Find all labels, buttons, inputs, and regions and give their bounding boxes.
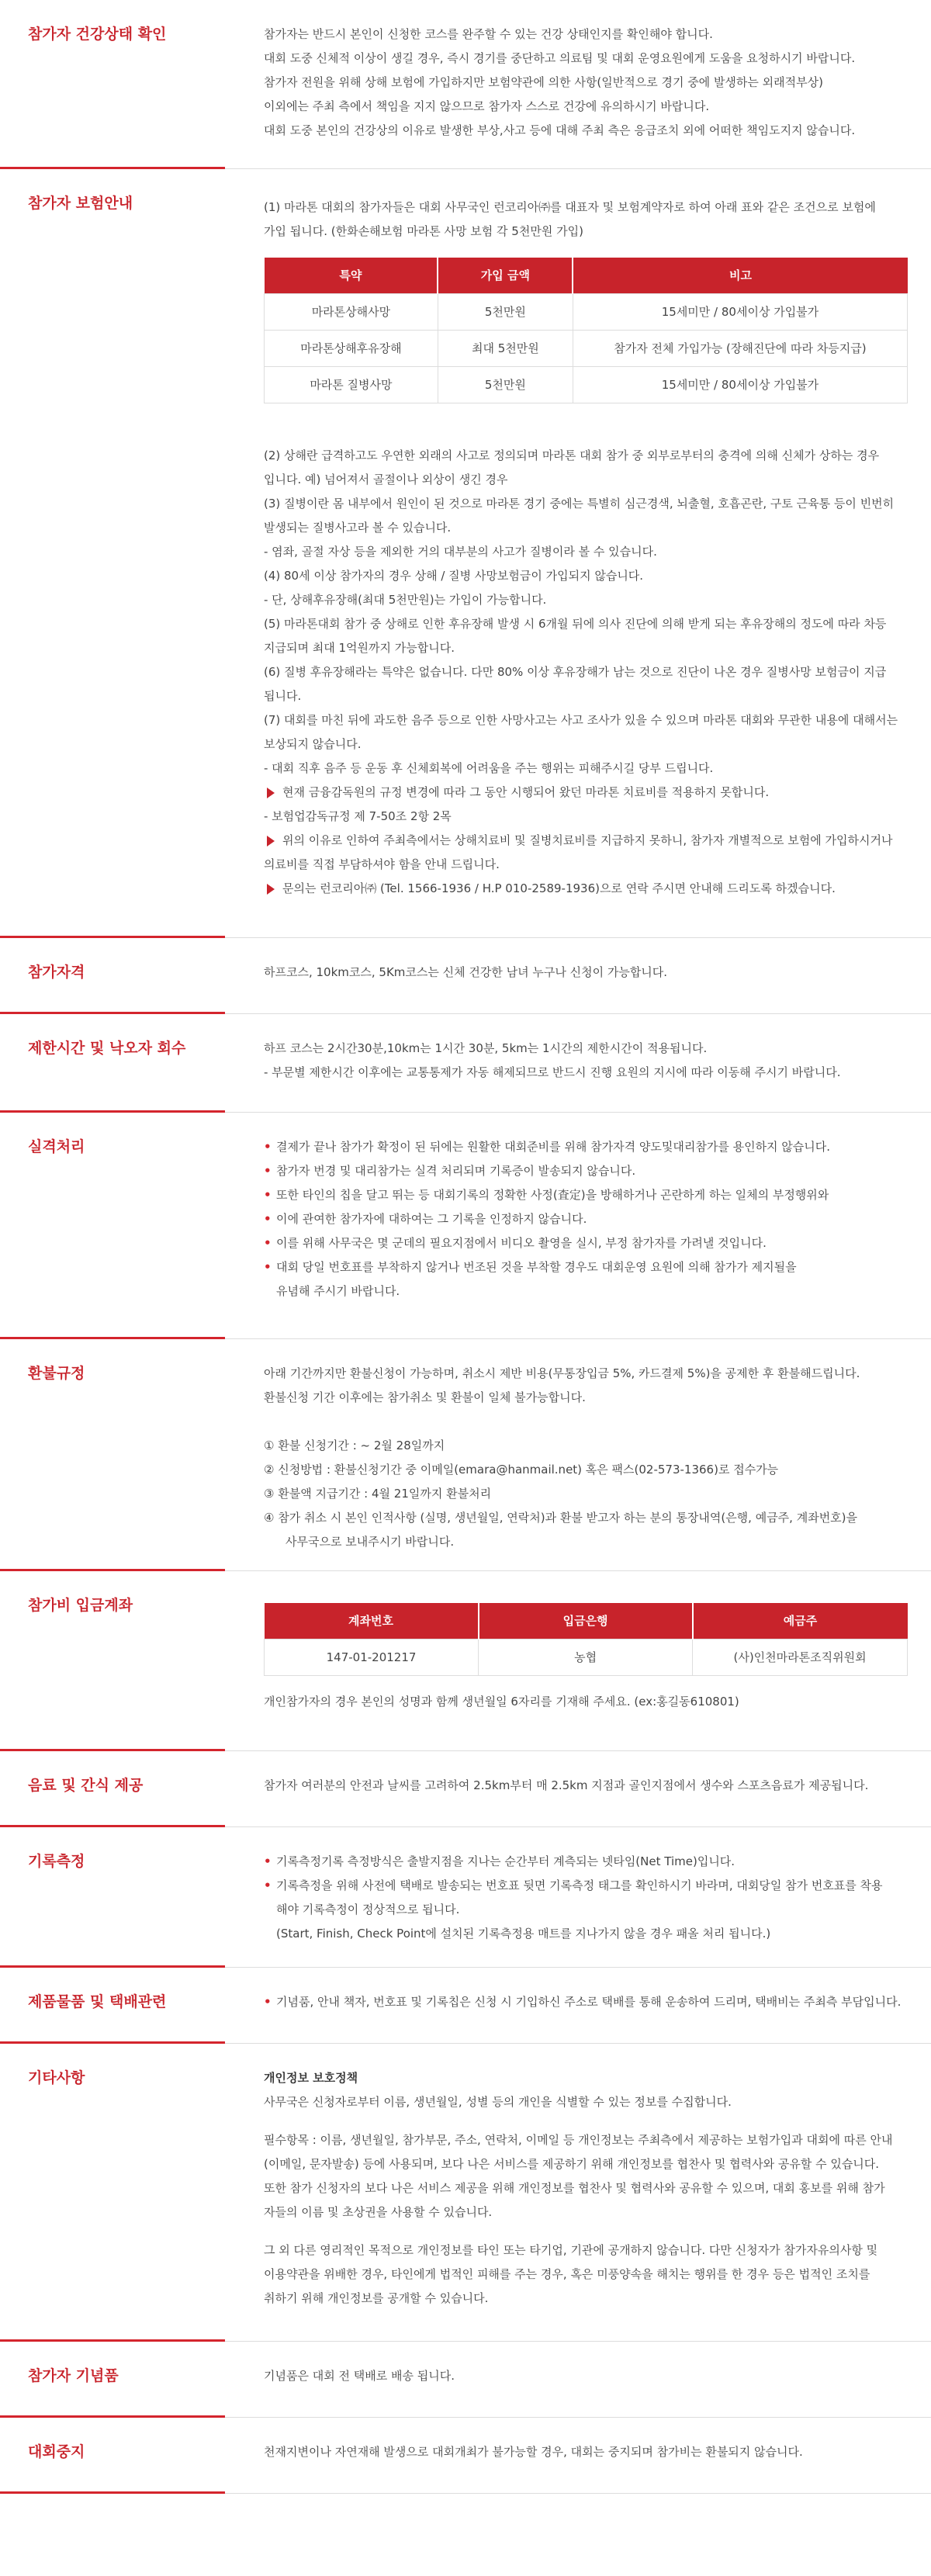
- body-line: - 대회 직후 음주 등 운동 후 신체회복에 어려움을 주는 행위는 피해주시길 당부 드립니다.: [264, 761, 714, 775]
- notice-line: 위의 이유로 인하여 주최측에서는 상해치료비 및 질병치료비를 지급하지 못하니, 참가자 개별적으로 보험에 가입하시거나: [264, 829, 908, 853]
- section-title: 참가자 건강상태 확인: [28, 26, 167, 43]
- body-line: (7) 대회를 마친 뒤에 과도한 음주 등으로 인한 사망사고는 사고 조사가 있을 수 있으며 마라톤 대회와 무관한 내용에 대해서는: [264, 713, 898, 727]
- section-body: [233, 1968, 931, 2043]
- section-delivery: [0, 1968, 931, 2044]
- body-line: 그 외 다른 영리적인 목적으로 개인정보를 타인 또는 타기업, 기관에 공개하지 않습니다. 다만 신청자가 참가자유의사항 및: [264, 2243, 878, 2257]
- refund-item: ① 환불 신청기간 : ~ 2월 28일까지: [264, 1439, 445, 1452]
- body-line: 개인참가자의 경우 본인의 성명과 함께 생년월일 6자리를 기재해 주세요. (ex:홍길동610801): [264, 1695, 739, 1709]
- table-row: [265, 1639, 908, 1676]
- section-body: [233, 1571, 931, 1750]
- notice-line-cont: 의료비를 직접 부담하셔야 함을 안내 드립니다.: [264, 857, 500, 871]
- body-line: 사무국은 신청자로부터 이름, 생년월일, 성별 등의 개인을 식별할 수 있는 정보를 수집합니다.: [264, 2095, 732, 2109]
- bullet-item: • 기록측정을 위해 사전에 택배로 발송되는 번호표 뒷면 기록측정 태그를 확인하시기 바라며, 대회당일 참가 번호표를 착용: [264, 1874, 908, 1898]
- section-title: 참가자 기념품: [28, 2367, 119, 2384]
- table-cell: 마라톤상해후유장해: [265, 331, 438, 367]
- body-line: 가입 됩니다. (한화손해보험 마라톤 사망 보험 각 5천만원 가입): [264, 224, 583, 238]
- body-line: 아래 기간까지만 환불신청이 가능하며, 취소시 제반 비용(무통장입금 5%, 카드결제 5%)을 공제한 후 환불해드립니다.: [264, 1366, 860, 1380]
- section-title: 참가비 입금계좌: [28, 1597, 133, 1614]
- section-refreshments: [0, 1751, 931, 1827]
- section-bank-account: [0, 1571, 931, 1751]
- section-body: [233, 2418, 931, 2493]
- table-cell: 참가자 전체 가입가능 (장해진단에 따라 차등지급): [573, 331, 907, 367]
- body-line: (3) 질병이란 몸 내부에서 원인이 된 것으로 마라톤 경기 중에는 특별히 심근경색, 뇌출혈, 호흡곤란, 구토 근육통 등이 빈번히: [264, 497, 895, 511]
- body-line: (4) 80세 이상 참가자의 경우 상해 / 질병 사망보험금이 가입되지 않습니다.: [264, 569, 644, 583]
- body-line: 참가자 여러분의 안전과 날씨를 고려하여 2.5km부터 매 2.5km 지점과 골인지점에서 생수와 스포츠음료가 제공됩니다.: [264, 1778, 869, 1792]
- body-line: 또한 참가 신청자의 보다 나은 서비스 제공을 위해 개인정보를 협찬사 및 협력사와 공유할 수 있으며, 대회 홍보를 위해 참가: [264, 2181, 885, 2195]
- bullet-item: • 대회 당일 번호표를 부착하지 않거나 번조된 것을 부착할 경우도 대회운영 요원에 의해 참가가 제지될을: [264, 1255, 908, 1279]
- body-line: 기념품은 대회 전 택배로 배송 됩니다.: [264, 2369, 455, 2383]
- table-row: [265, 294, 908, 331]
- section-body: [233, 169, 931, 937]
- body-line: - 부문별 제한시간 이후에는 교통통제가 자동 해제되므로 반드시 진행 요원의 지시에 따라 이동해 주시기 바랍니다.: [264, 1065, 841, 1079]
- table-header: 입금은행: [479, 1603, 693, 1639]
- body-line: 필수항목 : 이름, 생년월일, 참가부문, 주소, 연락처, 이메일 등 개인정보는 주최측에서 제공하는 보험가입과 대회에 따른 안내: [264, 2133, 893, 2147]
- section-health-check: [0, 0, 931, 169]
- section-body: [233, 938, 931, 1013]
- section-disqualification: [0, 1113, 931, 1339]
- section-body: [233, 1113, 931, 1338]
- table-header: 예금주: [693, 1603, 908, 1639]
- body-line: 천재지변이나 자연재해 발생으로 대회개최가 불가능할 경우, 대회는 중지되며 참가비는 환불되지 않습니다.: [264, 2445, 803, 2459]
- body-line: (5) 마라톤대회 참가 중 상해로 인한 후유장해 발생 시 6개월 뒤에 의사 진단에 의해 받게 되는 후유장해의 정도에 따라 차등: [264, 617, 887, 631]
- body-line: - 단, 상해후유장해(최대 5천만원)는 가입이 가능합니다.: [264, 593, 547, 607]
- body-line: 대회 도중 본인의 건강상의 이유로 발생한 부상,사고 등에 대해 주최 측은 응급조치 외에 어떠한 책임도지지 않습니다.: [264, 123, 856, 137]
- section-title: 참가자격: [28, 964, 85, 981]
- bullet-item-cont: 해야 기록측정이 정상적으로 됩니다.: [276, 1903, 460, 1916]
- section-body: [233, 1339, 931, 1570]
- refund-item: ② 신청방법 : 환불신청기간 중 이메일(emara@hanmail.net) 혹은 팩스(02-573-1366)로 접수가능: [264, 1463, 779, 1477]
- body-line: (2) 상해란 급격하고도 우연한 외래의 사고로 정의되며 마라톤 대회 참가 중 외부로부터의 충격에 의해 신체가 상하는 경우: [264, 448, 880, 462]
- table-header: 특약: [265, 258, 438, 294]
- section-title: 제품물품 및 택배관련: [28, 1993, 167, 2010]
- body-line: 하프 코스는 2시간30분,10km는 1시간 30분, 5km는 1시간의 제한시간이 적용됩니다.: [264, 1041, 708, 1055]
- section-timing: [0, 1827, 931, 1968]
- privacy-heading: 개인정보 보호정책: [264, 2071, 358, 2085]
- table-cell: (사)인천마라톤조직위원회: [693, 1639, 908, 1676]
- section-title: 기타사항: [28, 2069, 85, 2086]
- body-line: 지급되며 최대 1억원까지 가능합니다.: [264, 641, 455, 655]
- notice-line: 문의는 런코리아㈜ (Tel. 1566-1936 / H.P 010-2589-1936)으로 연락 주시면 안내해 드리도록 하겠습니다.: [264, 877, 908, 901]
- body-line: 대회 도중 신체적 이상이 생길 경우, 즉시 경기를 중단하고 의료팀 및 대회 운영요원에게 도움을 요청하시기 바랍니다.: [264, 51, 856, 65]
- section-title: 환불규정: [28, 1365, 85, 1382]
- refund-item: ③ 환불액 지급기간 : 4월 21일까지 환불처리: [264, 1487, 492, 1501]
- notice-line: 현재 금융감독원의 규정 변경에 따라 그 동안 시행되어 왔던 마라톤 치료비를 적용하지 못합니다.: [264, 781, 908, 805]
- table-header: 가입 금액: [438, 258, 573, 294]
- body-line: (이메일, 문자발송) 등에 사용되며, 보다 나은 서비스를 제공하기 위해 개인정보를 협찬사 및 협력사와 공유할 수 있습니다.: [264, 2157, 880, 2171]
- body-line: 취하기 위해 개인정보를 공개할 수 있습니다.: [264, 2291, 489, 2305]
- bullet-item: • 또한 타인의 칩을 달고 뛰는 등 대회기록의 정확한 사정(査定)을 방해하거나 곤란하게 하는 일체의 부정행위와: [264, 1183, 908, 1207]
- table-cell: 마라톤 질병사망: [265, 367, 438, 403]
- section-title: 대회중지: [28, 2443, 85, 2460]
- section-insurance: [0, 169, 931, 938]
- section-other: [0, 2044, 931, 2342]
- table-header-row: [265, 258, 908, 294]
- refund-item-cont: 사무국으로 보내주시기 바랍니다.: [286, 1535, 455, 1549]
- bullet-item: • 결제가 끝나 참가가 확정이 된 뒤에는 원활한 대회준비를 위해 참가자격 양도및대리참가를 용인하지 않습니다.: [264, 1135, 908, 1159]
- table-header: 비고: [573, 258, 907, 294]
- section-body: [233, 2342, 931, 2417]
- section-cancellation: [0, 2418, 931, 2494]
- table-cell: 15세미만 / 80세이상 가입불가: [573, 367, 907, 403]
- section-body: [233, 1014, 931, 1112]
- table-cell: 147-01-201217: [265, 1639, 479, 1676]
- table-row: [265, 367, 908, 403]
- account-table: [264, 1603, 908, 1676]
- section-title: 기록측정: [28, 1853, 85, 1870]
- bullet-item: • 이에 관여한 참가자에 대하여는 그 기록을 인정하지 않습니다.: [264, 1207, 908, 1231]
- body-line: 이용약관을 위배한 경우, 타인에게 법적인 피해를 주는 경우, 혹은 미풍양속을 해치는 행위를 한 경우 등은 법적인 조치를: [264, 2267, 870, 2281]
- table-header: 계좌번호: [265, 1603, 479, 1639]
- section-title: 참가자 보험안내: [28, 195, 133, 212]
- table-cell: 최대 5천만원: [438, 331, 573, 367]
- section-title: 음료 및 간식 제공: [28, 1777, 144, 1794]
- section-time-limit: [0, 1014, 931, 1113]
- section-body: [233, 1751, 931, 1826]
- body-line: 발생되는 질병사고라 볼 수 있습니다.: [264, 521, 452, 535]
- body-line: 하프코스, 10km코스, 5Km코스는 신체 건강한 남녀 누구나 신청이 가능합니다.: [264, 965, 668, 979]
- section-refund: [0, 1339, 931, 1571]
- section-body: [233, 0, 931, 168]
- bullet-item-cont: (Start, Finish, Check Point에 설치된 기록측정용 매트를 지나가지 않을 경우 패올 처리 됩니다.): [276, 1927, 771, 1941]
- body-line: 자들의 이름 및 초상권을 사용할 수 있습니다.: [264, 2205, 493, 2219]
- bullet-item: • 참가자 번경 및 대리참가는 실격 처리되며 기록증이 발송되지 않습니다.: [264, 1159, 908, 1183]
- body-line: 참가자는 반드시 본인이 신청한 코스를 완주할 수 있는 건강 상태인지를 확인해야 합니다.: [264, 27, 713, 41]
- body-line: - 염좌, 골절 자상 등을 제외한 거의 대부분의 사고가 질병이라 볼 수 있습니다.: [264, 545, 657, 559]
- bullet-item: • 기념품, 안내 책자, 번호표 및 기록칩은 신청 시 기입하신 주소로 택배를 통해 운송하여 드리며, 택배비는 주최측 부담입니다.: [264, 1990, 908, 2014]
- body-line: 보상되지 않습니다.: [264, 737, 362, 751]
- bullet-item: • 이를 위해 사무국은 몇 군데의 필요지점에서 비디오 촬영을 실시, 부정 참가자를 가려낼 것입니다.: [264, 1231, 908, 1255]
- section-title: 제한시간 및 낙오자 회수: [28, 1040, 186, 1057]
- table-header-row: [265, 1603, 908, 1639]
- table-cell: 15세미만 / 80세이상 가입불가: [573, 294, 907, 331]
- body-line: 입니다. 예) 넘어져서 골절이나 외상이 생긴 경우: [264, 473, 508, 486]
- body-line: (1) 마라톤 대회의 참가자들은 대회 사무국인 런코리아㈜를 대표자 및 보험계약자로 하여 아래 표와 같은 조건으로 보험에: [264, 200, 876, 214]
- body-line: (6) 질병 후유장해라는 특약은 없습니다. 다만 80% 이상 후유장해가 남는 것으로 진단이 나온 경우 질병사망 보험금이 지급: [264, 665, 887, 679]
- table-cell: 농협: [479, 1639, 693, 1676]
- body-line: - 보험업감독규정 제 7-50조 2항 2목: [264, 809, 452, 823]
- table-cell: 5천만원: [438, 367, 573, 403]
- bullet-item: • 기록측정기록 측정방식은 출발지점을 지나는 순간부터 계측되는 넷타임(Net Time)입니다.: [264, 1850, 908, 1874]
- table-cell: 5천만원: [438, 294, 573, 331]
- table-cell: 마라톤상해사망: [265, 294, 438, 331]
- section-body: [233, 1827, 931, 1967]
- body-line: 됩니다.: [264, 689, 302, 703]
- bullet-item-cont: 유념해 주시기 바랍니다.: [276, 1284, 400, 1298]
- table-row: [265, 331, 908, 367]
- body-line: 이외에는 주최 측에서 책임을 지지 않으므로 참가자 스스로 건강에 유의하시기 바랍니다.: [264, 99, 710, 113]
- section-title: 실격처리: [28, 1138, 85, 1155]
- section-body: [233, 2044, 931, 2341]
- body-line: 참가자 전원을 위해 상해 보험에 가입하지만 보험약관에 의한 사항(일반적으로 경기 중에 발생하는 외래적부상): [264, 75, 823, 89]
- insurance-table: [264, 258, 908, 403]
- section-eligibility: [0, 938, 931, 1014]
- refund-item: ④ 참가 취소 시 본인 인적사항 (실명, 생년월일, 연락처)과 환불 받고자 하는 분의 통장내역(은행, 예금주, 계좌번호)을: [264, 1511, 858, 1525]
- section-souvenir: [0, 2342, 931, 2418]
- body-line: 환불신청 기간 이후에는 참가취소 및 환불이 일체 불가능합니다.: [264, 1390, 586, 1404]
